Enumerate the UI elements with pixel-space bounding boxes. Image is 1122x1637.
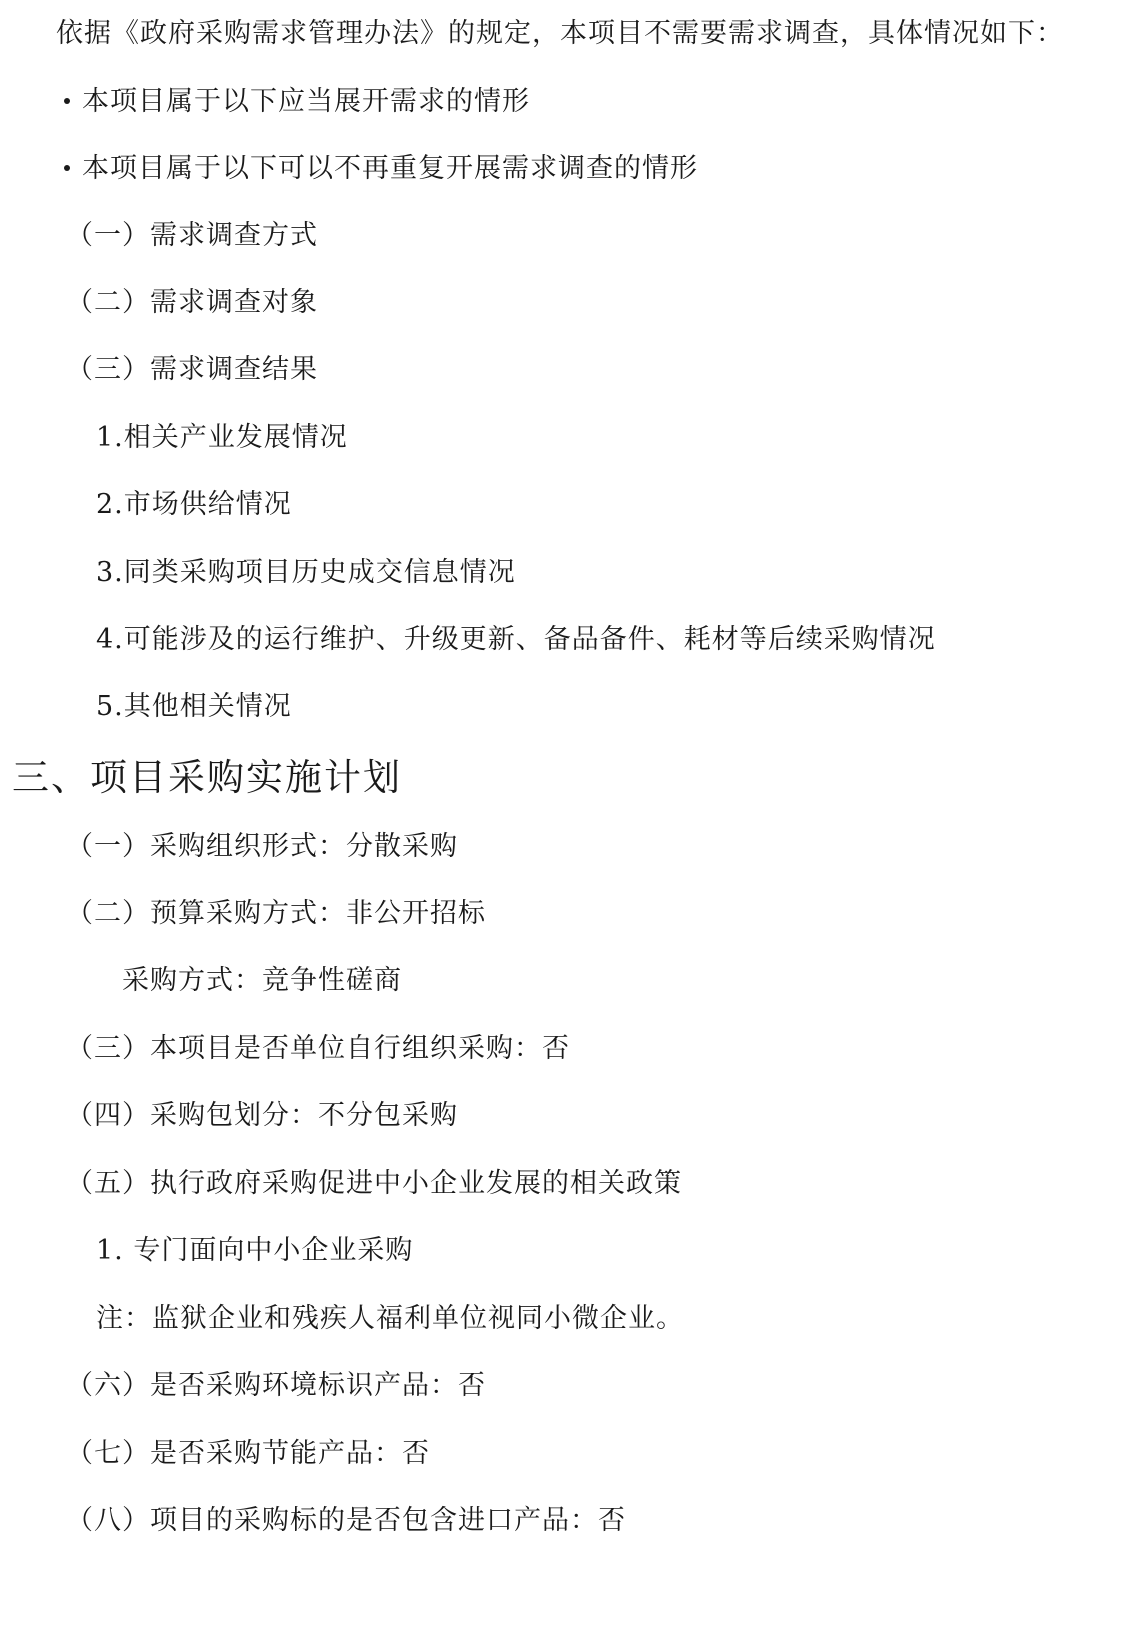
- budget-method-line: （二）预算采购方式：非公开招标: [66, 898, 486, 929]
- survey-result-item: 1.相关产业发展情况: [96, 422, 348, 453]
- env-label-line: （六）是否采购环境标识产品：否: [66, 1370, 486, 1401]
- survey-method: （一）需求调查方式: [66, 220, 318, 251]
- survey-target: （二）需求调查对象: [66, 287, 318, 318]
- survey-result-item: 4.可能涉及的运行维护、升级更新、备品备件、耗材等后续采购情况: [96, 624, 936, 655]
- self-organized-line: （三）本项目是否单位自行组织采购：否: [66, 1033, 570, 1064]
- survey-result-item: 3.同类采购项目历史成交信息情况: [96, 557, 516, 588]
- import-line: （八）项目的采购标的是否包含进口产品：否: [66, 1505, 626, 1536]
- sme-note-line: 注：监狱企业和残疾人福利单位视同小微企业。: [96, 1303, 684, 1334]
- procurement-method-line: 采购方式：竞争性磋商: [122, 965, 402, 996]
- bullet-text: 本项目属于以下应当展开需求的情形: [82, 86, 530, 117]
- bullet-item: [64, 84, 530, 120]
- sme-item-line: 1. 专门面向中小企业采购: [96, 1235, 414, 1266]
- energy-line: （七）是否采购节能产品：否: [66, 1438, 430, 1469]
- bullet-item: [64, 151, 698, 187]
- survey-result: （三）需求调查结果: [66, 354, 318, 385]
- bullet-dot-icon: [64, 165, 70, 171]
- section-heading: 三、项目采购实施计划: [12, 756, 402, 799]
- bullet-dot-icon: [64, 98, 70, 104]
- org-form-line: （一）采购组织形式：分散采购: [66, 831, 458, 862]
- survey-result-item: 2.市场供给情况: [96, 489, 292, 520]
- sme-policy-line: （五）执行政府采购促进中小企业发展的相关政策: [66, 1168, 682, 1199]
- bullet-text: 本项目属于以下可以不再重复开展需求调查的情形: [82, 153, 698, 184]
- intro-paragraph: 依据《政府采购需求管理办法》的规定，本项目不需要需求调查，具体情况如下：: [56, 18, 1064, 49]
- survey-result-item: 5.其他相关情况: [96, 691, 292, 722]
- package-line: （四）采购包划分：不分包采购: [66, 1100, 458, 1131]
